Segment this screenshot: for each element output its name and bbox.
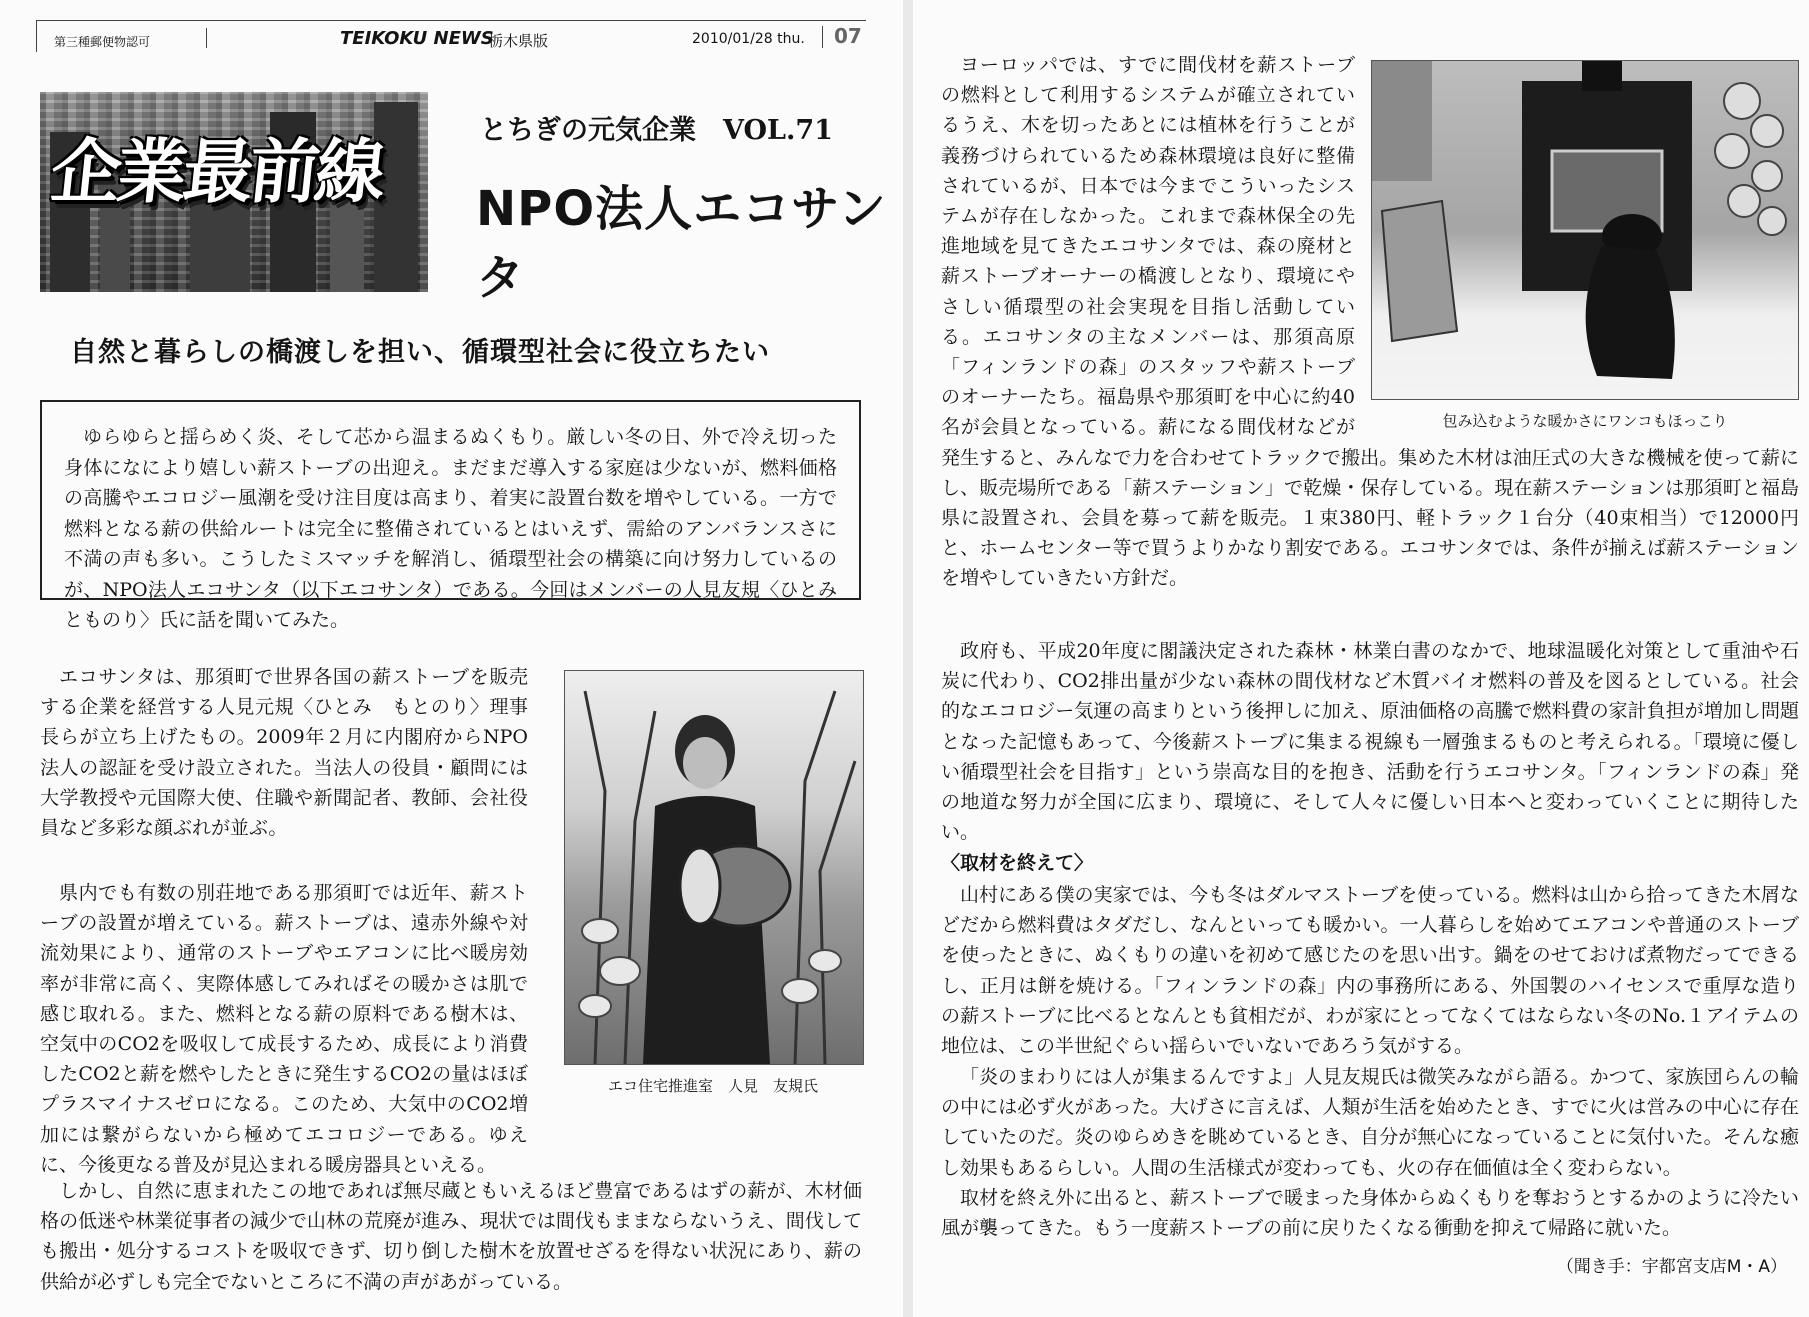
photo-man-with-log	[564, 670, 864, 1065]
header-left-border	[36, 20, 37, 52]
photo-man-illustration	[565, 671, 863, 1064]
afterword-paragraph-3: 取材を終え外に出ると、薪ストーブで暖まった身体からぬくもりを奪おうとするかのように冷たい風が襲ってきた。もう一度薪ストーブの前に戻りたくなる衝動を抑えて帰路に就いた。	[941, 1187, 1799, 1240]
page-number-divider	[822, 26, 823, 48]
postal-permit: 第三種郵便物認可	[54, 35, 151, 49]
banner-image	[40, 92, 428, 292]
series-title: とちぎの元気企業 VOL.71	[480, 115, 833, 146]
left-paragraph-2: 県内でも有数の別荘地である那須町では近年、薪ストーブの設置が増えている。薪ストーブは、遠赤外線や対流効果により、通常のストーブやエアコンに比べ暖房効率が非常に高く、実際体感してみればその暖かさは肌で感じ取れる。また、燃料となる薪の原料である樹木は、空気中のCO2を吸収して成長するため、成長により消費したCO2と薪を燃やしたときに発生するCO2の量はほぼプラスマイナスゼロになる。このため、大気中のCO2増加には繋がらないから極めてエコロジーである。ゆえに、今後更なる普及が見込まれる暖房器具といえる。	[40, 882, 528, 1176]
lead-text: ゆらゆらと揺らめく炎、そして芯から温まるぬくもり。厳しい冬の日、外で冷え切った身体になにより嬉しい薪ストーブの出迎え。まだまだ導入する家庭は少ないが、燃料価格の高騰やエコロジー風潮を受け注目度は高まり、着実に設置台数を増やしている。一方で燃料となる薪の供給ルートは完全に整備されているとはいえず、需給のアンバランスさに不満の声も多い。こうしたミスマッチを解消し、循環型社会の構築に向け努力しているのが、NPO法人エコサンタ（以下エコサンタ）である。今回はメンバーの人見友規〈ひとみ とものり〉氏に話を聞いてみた。	[64, 426, 857, 631]
left-paragraph-3: しかし、自然に恵まれたこの地であれば無尽蔵ともいえるほど豊富であるはずの薪が、木材価格の低迷や林業従事者の減少で山林の荒廃が進み、現状では間伐もままならないうえ、間伐しても搬出・処分するコストを吸収できず、切り倒した樹木を放置せざるを得ない状況にあり、薪の供給が必ずしも完全でないところに不満の声があがっている。	[40, 1180, 862, 1293]
banner-logo-text: 企業最前線	[47, 131, 386, 213]
header-top-rule	[36, 20, 866, 21]
right-paragraph-2: 政府も、平成20年度に閣議決定された森林・林業白書のなかで、地球温暖化対策として重油や石炭に代わり、CO2排出量が少ない森林の間伐材など木質バイオ燃料の普及を図るとしている。社会的なエコロジー気運の高まりという後押しに加え、原油価格の高騰で燃料費の家計負担が増加し問題となった記憶もあって、今後薪ストーブに集まる視線も一層強まるものと考えられる。「環境に優しい循環型社会を目指す」という崇高な目的を抱き、活動を行うエコサンタ。「フィンランドの森」発の地道な努力が全国に広まり、環境に、そして人々に優しい日本へと変わっていくことに期待したい。	[941, 640, 1799, 844]
paper-name: TEIKOKU NEWS	[340, 28, 494, 49]
afterword-heading: 〈取材を終えて〉	[941, 852, 1094, 874]
right-page	[913, 0, 1809, 1317]
issue-date: 2010/01/28 thu.	[692, 31, 805, 47]
interviewer-credit: （聞き手：宇都宮支店M・A）	[1556, 1257, 1787, 1277]
right-paragraph-1: ヨーロッパでは、すでに間伐材を薪ストーブの燃料として利用するシステムが確立されているうえ、木を切ったあとには植林を行うことが義務づけられているため森林環境は良好に整備されているが、日本では今までこういったシステムが存在しなかった。これまで森林保全の先進地域を見てきたエコサンタでは、森の廃材と薪ストーブオーナーの橋渡しとなり、環境にやさしい循環型の社会実現を目指し活動している。エコサンタの主なメンバーは、那須高原「フィンランドの森」のスタッフや薪ストーブのオーナーたち。福島県や那須町を中心に約40名が会員となっている。薪になる間伐材などが発生すると、みんなで力を合わせてトラックで搬出。集めた木材は油圧式の大きな機械を使って薪にし、販売場所である「薪ステーション」で乾燥・保存している。現在薪ステーションは那須町と福島県に設置され、会員を募って薪を販売。１束380円、軽トラック１台分（40束相当）で12000円と、ホームセンター等で買うよりかなり割安である。エコサンタでは、条件が揃えば薪ステーションを増やしていきたい方針だ。	[941, 54, 1799, 590]
company-name: NPO法人エコサンタ	[476, 181, 887, 306]
edition-label: 栃木県版	[488, 32, 549, 50]
afterword-paragraph-1: 山村にある僕の実家では、今も冬はダルマストーブを使っている。燃料は山から拾ってきた木屑などだから燃料費はタダだし、なんといっても暖かい。一人暮らしを始めてエアコンや普通のストーブを使ったときに、ぬくもりの違いを初めて感じたのを思い出す。鍋をのせておけば煮物だってできるし、正月は餅を焼ける。「フィンランドの森」内の事務所にある、外国製のハイセンスで重厚な造りの薪ストーブに比べるとなんとも貧相だが、わが家にとってなくてはならない冬のNo.１アイテムの地位は、この半世紀ぐらい揺らいでいないであろう気がする。	[941, 884, 1799, 1058]
stove-photo-float-wrapper	[941, 50, 1799, 594]
photo-stove-caption: 包み込むような暖かさにワンコもほっこり	[1442, 412, 1728, 430]
left-page	[0, 0, 903, 1317]
stove-photo-block	[1371, 50, 1799, 428]
afterword-paragraph-2: 「炎のまわりには人が集まるんですよ」人見友規氏は微笑みながら語る。かつて、家族団らんの輪の中には必ず火があった。大げさに言えば、人類が生活を始めたとき、すでに火は営みの中心に存在していたのだ。炎のゆらめきを眺めているとき、自分が無心になっていることに気付いた。そんな癒し効果もあるらしい。人間の生活様式が変わっても、火の存在価値は全く変わらない。	[941, 1066, 1799, 1179]
photo-stove-with-dog	[1371, 60, 1799, 400]
photo-man-caption: エコ住宅推進室 人見 友規氏	[607, 1077, 818, 1095]
header-divider	[206, 28, 207, 48]
article-headline: 自然と暮らしの橋渡しを担い、循環型社会に役立ちたい	[70, 337, 770, 368]
page-header	[36, 20, 866, 54]
page-number: 07	[834, 24, 862, 48]
left-paragraph-1: エコサンタは、那須町で世界各国の薪ストーブを販売する企業を経営する人見元規〈ひとみ もとのり〉理事長らが立ち上げたもの。2009年２月に内閣府からNPO法人の認証を受け設立された。当法人の役員・顧問には大学教授や元国際大使、住職や新聞記者、教師、会社役員など多彩な顔ぶれが並ぶ。	[40, 666, 528, 840]
photo-stove-illustration	[1372, 61, 1798, 399]
lead-box	[40, 400, 861, 631]
